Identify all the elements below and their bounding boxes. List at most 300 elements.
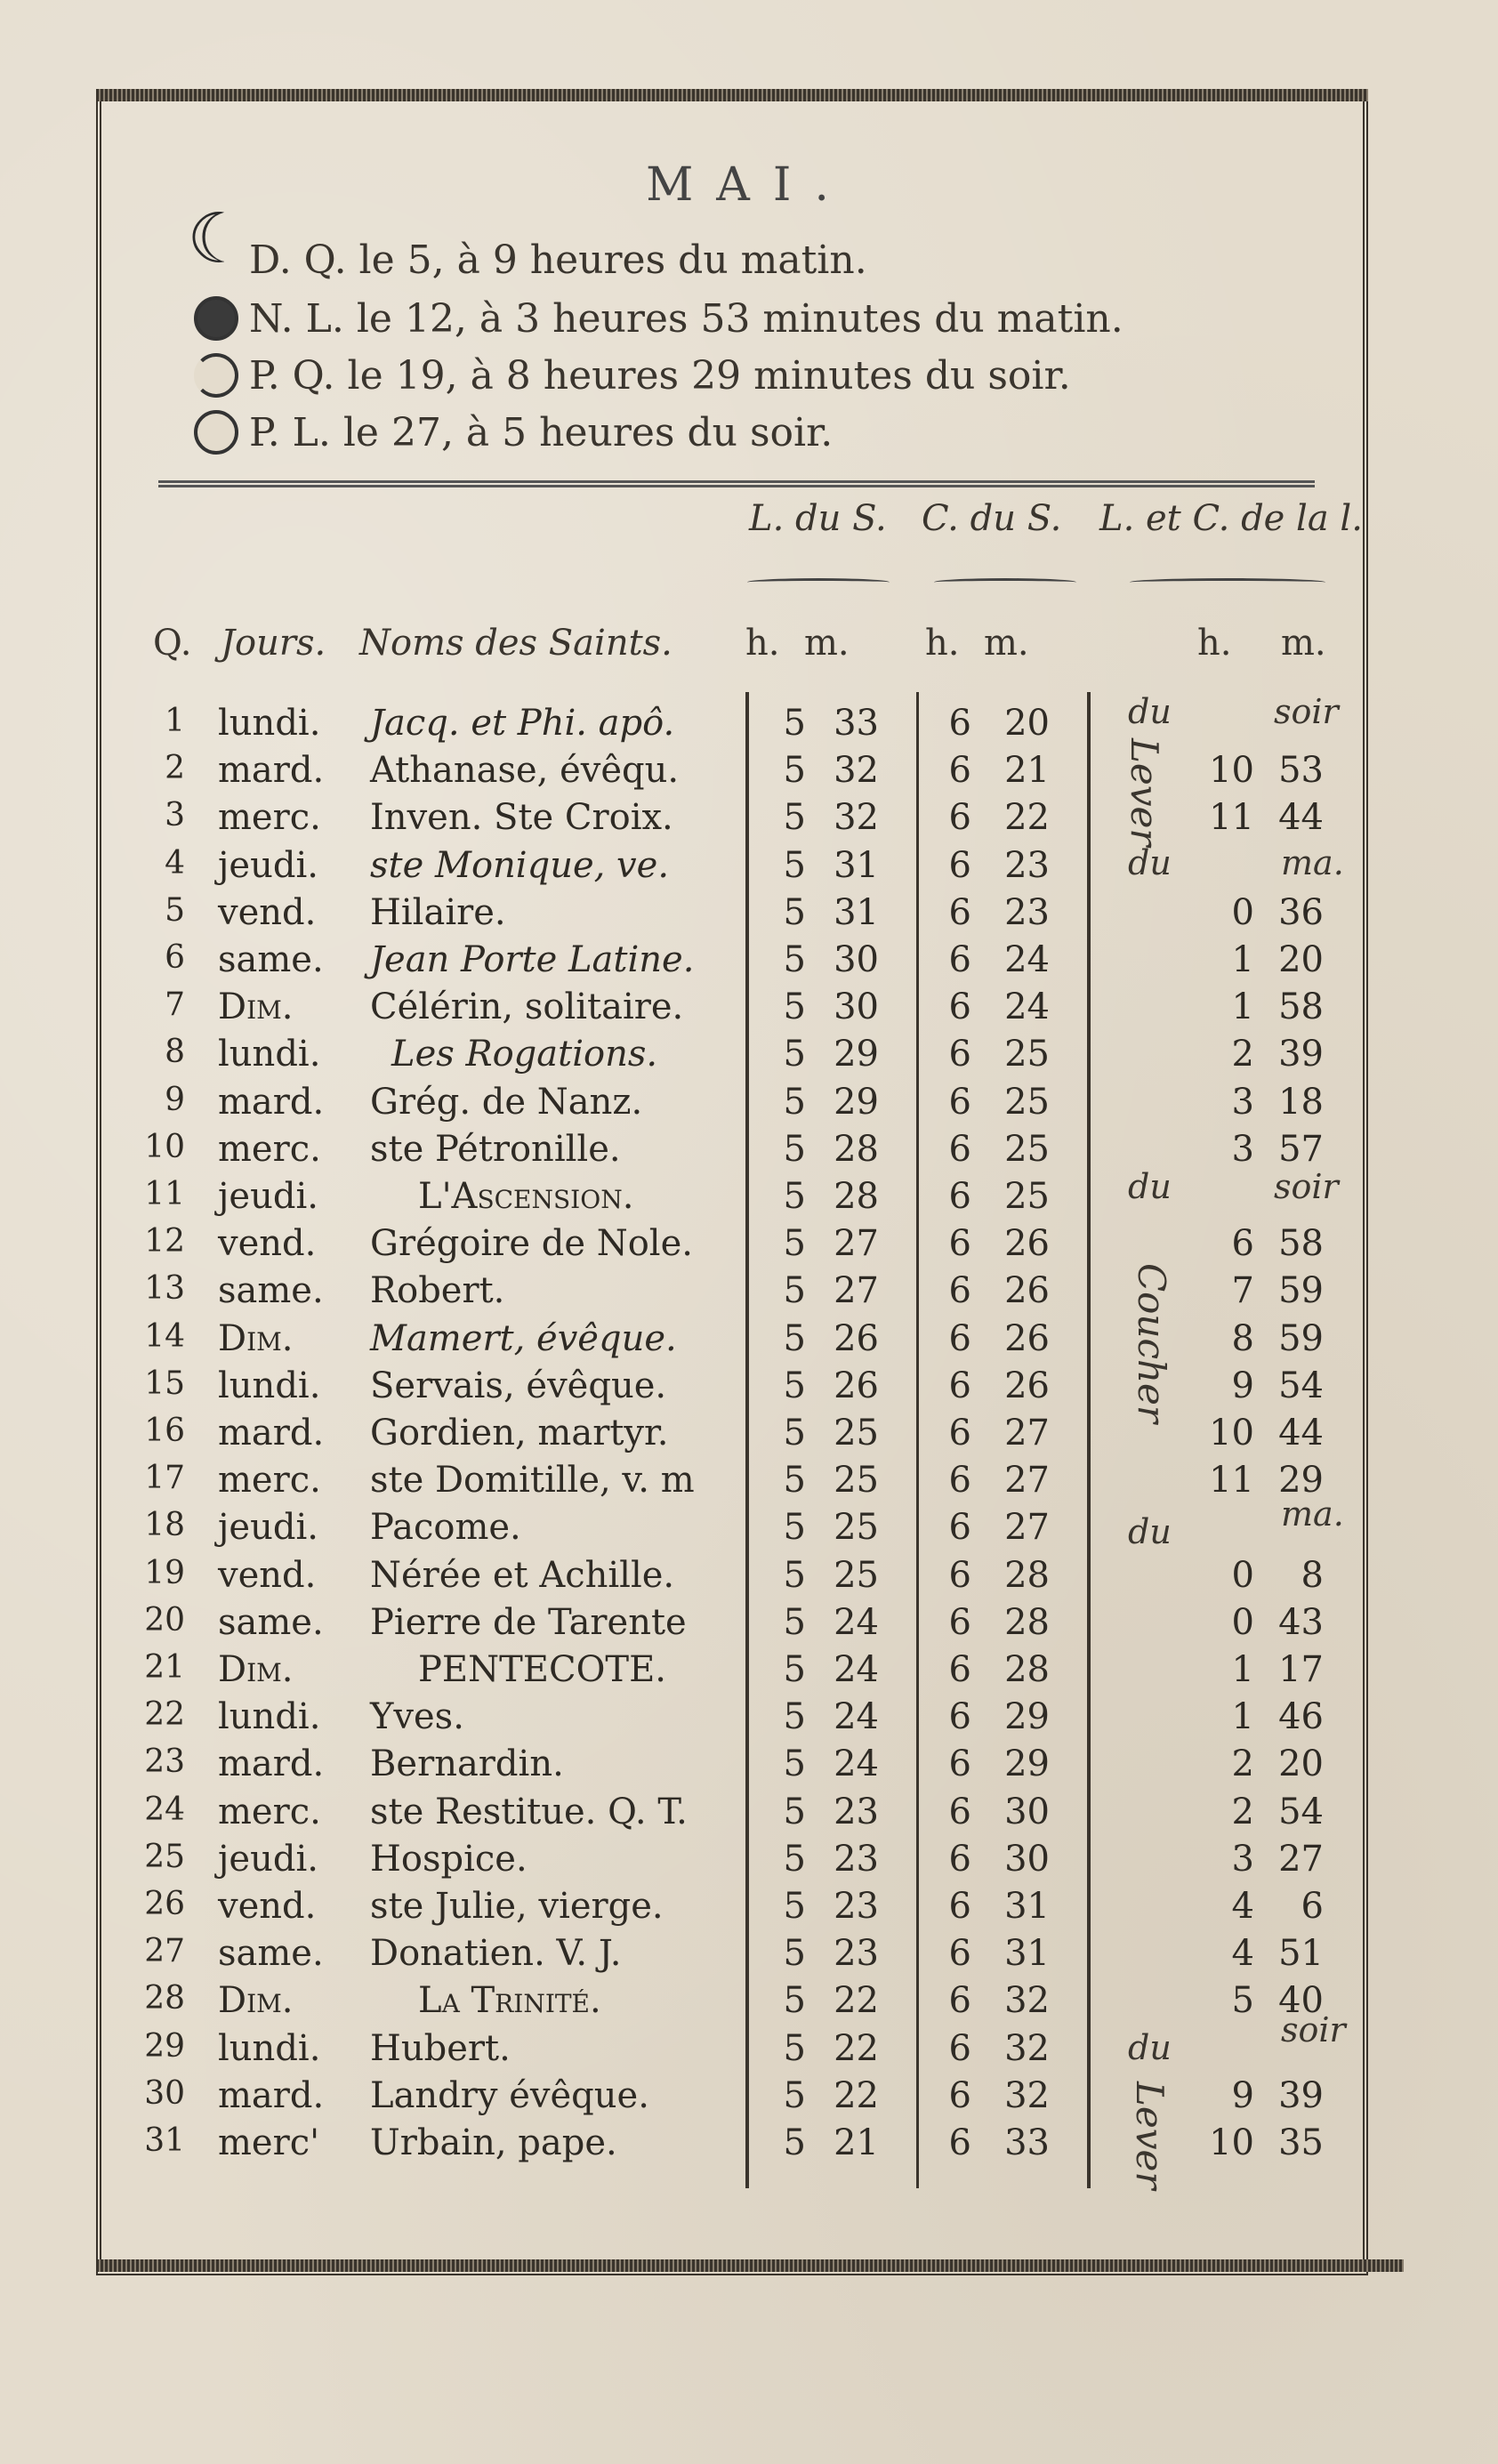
- row-saint-name: Urbain, pape.: [370, 2122, 617, 2163]
- sunrise-minute: 22: [834, 2075, 879, 2116]
- row-day: jeudi.: [218, 1176, 318, 1217]
- moon-hour: 3: [1231, 1082, 1254, 1123]
- sunrise-hour: 5: [783, 1176, 806, 1217]
- sunrise-hour: 5: [783, 1555, 806, 1596]
- frame-bottom-border: [96, 2259, 1404, 2272]
- row-saint-name: Jean Porte Latine.: [370, 939, 695, 980]
- row-number: 6: [165, 939, 185, 976]
- moon-minute: 40: [1278, 1980, 1324, 2021]
- sunset-hour: 6: [948, 1933, 971, 1974]
- sunset-hour: 6: [948, 703, 971, 744]
- sunrise-minute: 21: [834, 2122, 879, 2163]
- sunrise-hour: 5: [783, 1460, 806, 1501]
- row-saint-name: Inven. Ste Croix.: [370, 797, 673, 838]
- row-day: merc.: [218, 1792, 321, 1832]
- row-saint-name: ste Pétronille.: [370, 1129, 621, 1170]
- moon-minute: 20: [1278, 939, 1324, 980]
- moon-note-du: du: [1128, 2028, 1172, 2067]
- moon-hour: 2: [1231, 1792, 1254, 1832]
- sunset-minute: 25: [1004, 1129, 1050, 1170]
- last-quarter-moon-icon: ☾: [187, 199, 249, 279]
- sunrise-minute: 28: [834, 1129, 879, 1170]
- moon-minute: 44: [1278, 797, 1324, 838]
- row-saint-name: Gordien, martyr.: [370, 1413, 669, 1453]
- row-number: 10: [144, 1129, 185, 1165]
- sunset-hour: 6: [948, 1223, 971, 1264]
- moon-note-ma: ma.: [1281, 843, 1344, 882]
- sunrise-hour: 5: [783, 2122, 806, 2163]
- header-m: m.: [984, 623, 1029, 664]
- row-saint-name: Célérin, solitaire.: [370, 986, 684, 1027]
- row-saint-name: Yves.: [370, 1696, 464, 1737]
- moon-minute: 51: [1278, 1933, 1324, 1974]
- sunrise-hour: 5: [783, 1270, 806, 1311]
- sunset-minute: 25: [1004, 1176, 1050, 1217]
- swash-divider: [1130, 578, 1325, 586]
- sunset-minute: 26: [1004, 1270, 1050, 1311]
- sunrise-minute: 27: [834, 1223, 879, 1264]
- moon-group-label: L. et C. de la l.: [1099, 498, 1363, 539]
- new-moon-icon: [194, 296, 238, 341]
- moon-phase-text: N. L. le 12, à 3 heures 53 minutes du matin.: [249, 295, 1124, 342]
- row-saint-name: ste Julie, vierge.: [370, 1886, 664, 1927]
- row-day: lundi.: [218, 2028, 321, 2069]
- moon-phase-row: [249, 349, 1071, 402]
- row-number: 31: [144, 2122, 185, 2159]
- sunset-minute: 32: [1004, 1980, 1050, 2021]
- moon-phase-row: [187, 199, 867, 286]
- sunset-hour: 6: [948, 1507, 971, 1548]
- sunrise-hour: 5: [783, 1792, 806, 1832]
- row-number: 24: [144, 1792, 185, 1828]
- moon-phase-row: [249, 406, 833, 459]
- row-day: Dim.: [218, 1649, 294, 1690]
- row-day: lundi.: [218, 1696, 321, 1737]
- sunrise-minute: 25: [834, 1555, 879, 1596]
- moon-minute: 54: [1278, 1792, 1324, 1832]
- month-title: MAI.: [646, 158, 852, 212]
- sunset-hour: 6: [948, 1365, 971, 1406]
- sunset-minute: 27: [1004, 1507, 1050, 1548]
- row-day: mard.: [218, 2075, 325, 2116]
- moon-minute: 59: [1278, 1318, 1324, 1359]
- header-m: m.: [804, 623, 850, 664]
- moon-phase-text: D. Q. le 5, à 9 heures du matin.: [249, 237, 867, 283]
- row-day: same.: [218, 1933, 324, 1974]
- sunset-hour: 6: [948, 939, 971, 980]
- row-saint-name: ste Monique, ve.: [370, 845, 670, 886]
- sunset-hour: 6: [948, 1270, 971, 1311]
- row-day: jeudi.: [218, 845, 318, 886]
- row-saint-name: Donatien. V. J.: [370, 1933, 622, 1974]
- moon-hour: 0: [1231, 1555, 1254, 1596]
- moon-note-coucher: Coucher: [1130, 1263, 1173, 1423]
- moon-hour: 1: [1231, 1649, 1254, 1690]
- moon-minute: 58: [1278, 1223, 1324, 1264]
- row-number: 7: [165, 986, 185, 1023]
- sunset-hour: 6: [948, 1129, 971, 1170]
- sunset-hour: 6: [948, 1318, 971, 1359]
- swash-divider: [747, 578, 890, 586]
- sunset-hour: 6: [948, 1176, 971, 1217]
- sunrise-hour: 5: [783, 1082, 806, 1123]
- row-day: Dim.: [218, 1318, 294, 1359]
- column-divider: [1087, 692, 1091, 2188]
- moon-minute: 54: [1278, 1365, 1324, 1406]
- sunrise-minute: 26: [834, 1365, 879, 1406]
- row-saint-name: Les Rogations.: [391, 1034, 658, 1075]
- sunset-hour: 6: [948, 2075, 971, 2116]
- sunset-hour: 6: [948, 1839, 971, 1880]
- moon-note-soir: soir: [1274, 692, 1339, 731]
- sunset-minute: 29: [1004, 1696, 1050, 1737]
- sunset-minute: 27: [1004, 1460, 1050, 1501]
- sunrise-hour: 5: [783, 1507, 806, 1548]
- sunrise-group-label: L. du S.: [749, 498, 887, 539]
- sunset-minute: 28: [1004, 1602, 1050, 1643]
- row-day: mard.: [218, 1413, 325, 1453]
- sunrise-minute: 22: [834, 2028, 879, 2069]
- moon-minute: 36: [1278, 892, 1324, 933]
- sunset-minute: 22: [1004, 797, 1050, 838]
- sunrise-minute: 27: [834, 1270, 879, 1311]
- sunset-minute: 24: [1004, 986, 1050, 1027]
- row-day: merc.: [218, 1460, 321, 1501]
- sunset-hour: 6: [948, 892, 971, 933]
- moon-hour: 2: [1231, 1034, 1254, 1075]
- sunset-minute: 26: [1004, 1318, 1050, 1359]
- row-day: lundi.: [218, 1365, 321, 1406]
- sunset-minute: 31: [1004, 1886, 1050, 1927]
- row-number: 22: [144, 1696, 185, 1733]
- sunset-minute: 20: [1004, 703, 1050, 744]
- sunrise-hour: 5: [783, 892, 806, 933]
- row-day: vend.: [218, 1886, 317, 1927]
- row-number: 26: [144, 1886, 185, 1922]
- header-q: Q.: [153, 623, 192, 664]
- sunrise-hour: 5: [783, 939, 806, 980]
- sunrise-hour: 5: [783, 1980, 806, 2021]
- row-number: 21: [144, 1649, 185, 1686]
- row-day: vend.: [218, 892, 317, 933]
- moon-hour: 1: [1231, 939, 1254, 980]
- sunrise-minute: 33: [834, 703, 879, 744]
- row-number: 30: [144, 2075, 185, 2112]
- moon-hour: 1: [1231, 986, 1254, 1027]
- sunset-hour: 6: [948, 2122, 971, 2163]
- row-day: mard.: [218, 750, 325, 791]
- row-day: jeudi.: [218, 1839, 318, 1880]
- row-saint-name: L'Ascension.: [418, 1176, 634, 1217]
- row-number: 8: [165, 1034, 185, 1070]
- sunset-hour: 6: [948, 1082, 971, 1123]
- sunrise-minute: 32: [834, 750, 879, 791]
- row-saint-name: Bernardin.: [370, 1743, 564, 1784]
- sunrise-hour: 5: [783, 703, 806, 744]
- sunrise-hour: 5: [783, 797, 806, 838]
- row-number: 5: [165, 892, 185, 929]
- row-saint-name: Grég. de Nanz.: [370, 1082, 643, 1123]
- row-number: 14: [144, 1318, 185, 1355]
- moon-hour: 1: [1231, 1696, 1254, 1737]
- row-number: 17: [144, 1460, 185, 1496]
- moon-minute: 39: [1278, 1034, 1324, 1075]
- moon-hour: 10: [1209, 2122, 1254, 2163]
- sunrise-hour: 5: [783, 986, 806, 1027]
- sunrise-minute: 25: [834, 1413, 879, 1453]
- row-saint-name: Hubert.: [370, 2028, 511, 2069]
- sunrise-minute: 23: [834, 1886, 879, 1927]
- moon-minute: 17: [1278, 1649, 1324, 1690]
- sunrise-hour: 5: [783, 1365, 806, 1406]
- sunset-hour: 6: [948, 1034, 971, 1075]
- row-day: mard.: [218, 1743, 325, 1784]
- row-number: 27: [144, 1933, 185, 1969]
- row-day: lundi.: [218, 1034, 321, 1075]
- moon-minute: 58: [1278, 986, 1324, 1027]
- row-number: 15: [144, 1365, 185, 1402]
- frame-top-border: [96, 89, 1368, 101]
- row-saint-name: La Trinité.: [418, 1980, 601, 2021]
- sunset-hour: 6: [948, 750, 971, 791]
- row-saint-name: Servais, évêque.: [370, 1365, 667, 1406]
- moon-hour: 8: [1231, 1318, 1254, 1359]
- row-saint-name: ste Domitille, v. m: [370, 1460, 695, 1501]
- sunrise-hour: 5: [783, 1649, 806, 1690]
- sunrise-hour: 5: [783, 1602, 806, 1643]
- sunrise-hour: 5: [783, 2075, 806, 2116]
- swash-divider: [934, 578, 1076, 586]
- row-day: merc': [218, 2122, 320, 2163]
- moon-hour: 3: [1231, 1839, 1254, 1880]
- moon-hour: 10: [1209, 750, 1254, 791]
- row-number: 3: [165, 797, 185, 833]
- row-day: vend.: [218, 1555, 317, 1596]
- sunrise-hour: 5: [783, 1743, 806, 1784]
- sunrise-minute: 26: [834, 1318, 879, 1359]
- sunset-minute: 25: [1004, 1082, 1050, 1123]
- sunset-hour: 6: [948, 1886, 971, 1927]
- row-number: 4: [165, 845, 185, 882]
- sunset-minute: 28: [1004, 1555, 1050, 1596]
- moon-phase-text: P. L. le 27, à 5 heures du soir.: [249, 409, 834, 455]
- row-number: 18: [144, 1507, 185, 1543]
- row-day: Dim.: [218, 1980, 294, 2021]
- moon-hour: 7: [1231, 1270, 1254, 1311]
- row-day: lundi.: [218, 703, 321, 744]
- sunset-minute: 25: [1004, 1034, 1050, 1075]
- sunset-hour: 6: [948, 1980, 971, 2021]
- header-h: h.: [1197, 623, 1232, 664]
- row-saint-name: Grégoire de Nole.: [370, 1223, 693, 1264]
- sunset-minute: 31: [1004, 1933, 1050, 1974]
- sunrise-hour: 5: [783, 845, 806, 886]
- sunrise-minute: 31: [834, 892, 879, 933]
- row-number: 9: [165, 1082, 185, 1118]
- moon-note-ma: ma.: [1281, 1494, 1344, 1534]
- row-day: merc.: [218, 1129, 321, 1170]
- row-number: 28: [144, 1980, 185, 2017]
- sunset-minute: 26: [1004, 1365, 1050, 1406]
- header-h: h.: [925, 623, 960, 664]
- moon-hour: 9: [1231, 2075, 1254, 2116]
- sunrise-minute: 23: [834, 1933, 879, 1974]
- moon-hour: 5: [1231, 1980, 1254, 2021]
- sunset-hour: 6: [948, 1460, 971, 1501]
- moon-hour: 0: [1231, 1602, 1254, 1643]
- row-saint-name: Pierre de Tarente: [370, 1602, 687, 1643]
- sunrise-hour: 5: [783, 1933, 806, 1974]
- sunset-minute: 30: [1004, 1792, 1050, 1832]
- moon-minute: 43: [1278, 1602, 1324, 1643]
- moon-note-du: du: [1128, 1167, 1172, 1206]
- sunrise-minute: 25: [834, 1507, 879, 1548]
- moon-hour: 2: [1231, 1743, 1254, 1784]
- sunrise-hour: 5: [783, 1318, 806, 1359]
- sunrise-hour: 5: [783, 2028, 806, 2069]
- moon-minute: 18: [1278, 1082, 1324, 1123]
- row-saint-name: Pacome.: [370, 1507, 521, 1548]
- moon-hour: 6: [1231, 1223, 1254, 1264]
- row-number: 1: [165, 703, 185, 739]
- row-saint-name: Hilaire.: [370, 892, 506, 933]
- moon-minute: 27: [1278, 1839, 1324, 1880]
- sunset-minute: 30: [1004, 1839, 1050, 1880]
- sunrise-minute: 28: [834, 1176, 879, 1217]
- sunrise-minute: 32: [834, 797, 879, 838]
- full-moon-icon: [194, 410, 238, 455]
- moon-minute: 46: [1278, 1696, 1324, 1737]
- row-day: vend.: [218, 1223, 317, 1264]
- moon-hour: 11: [1209, 1460, 1254, 1501]
- sunrise-minute: 24: [834, 1696, 879, 1737]
- row-number: 20: [144, 1602, 185, 1639]
- sunset-minute: 28: [1004, 1649, 1050, 1690]
- row-day: same.: [218, 1270, 324, 1311]
- row-number: 13: [144, 1270, 185, 1307]
- sunrise-minute: 30: [834, 939, 879, 980]
- moon-hour: 4: [1231, 1933, 1254, 1974]
- header-jours: Jours.: [221, 623, 326, 664]
- moon-phase-row: [249, 292, 1124, 345]
- row-day: merc.: [218, 797, 321, 838]
- sunset-hour: 6: [948, 986, 971, 1027]
- row-number: 2: [165, 750, 185, 786]
- moon-minute: 6: [1301, 1886, 1324, 1927]
- sunset-minute: 24: [1004, 939, 1050, 980]
- row-number: 11: [144, 1176, 185, 1212]
- sunset-hour: 6: [948, 1602, 971, 1643]
- sunrise-hour: 5: [783, 1034, 806, 1075]
- row-saint-name: PENTECOTE.: [418, 1649, 666, 1690]
- row-number: 25: [144, 1839, 185, 1875]
- row-saint-name: Landry évêque.: [370, 2075, 649, 2116]
- moon-note-lever: Lever: [1123, 738, 1166, 847]
- moon-minute: 8: [1301, 1555, 1324, 1596]
- sunrise-minute: 23: [834, 1792, 879, 1832]
- sunrise-minute: 24: [834, 1602, 879, 1643]
- sunrise-minute: 30: [834, 986, 879, 1027]
- sunrise-hour: 5: [783, 750, 806, 791]
- header-saints: Noms des Saints.: [359, 623, 672, 664]
- moon-hour: 10: [1209, 1413, 1254, 1453]
- sunset-hour: 6: [948, 1555, 971, 1596]
- sunrise-minute: 22: [834, 1980, 879, 2021]
- moon-note-lever: Lever: [1128, 2082, 1172, 2190]
- row-day: same.: [218, 1602, 324, 1643]
- row-number: 29: [144, 2028, 185, 2065]
- moon-minute: 44: [1278, 1413, 1324, 1453]
- row-number: 12: [144, 1223, 185, 1260]
- moon-minute: 57: [1278, 1129, 1324, 1170]
- sunset-hour: 6: [948, 845, 971, 886]
- sunset-minute: 32: [1004, 2075, 1050, 2116]
- sunset-hour: 6: [948, 1696, 971, 1737]
- sunrise-hour: 5: [783, 1129, 806, 1170]
- moon-note-du: du: [1128, 1512, 1172, 1551]
- sunset-minute: 21: [1004, 750, 1050, 791]
- row-saint-name: Mamert, évêque.: [370, 1318, 677, 1359]
- moon-hour: 3: [1231, 1129, 1254, 1170]
- column-divider: [916, 692, 919, 2188]
- sunrise-minute: 24: [834, 1649, 879, 1690]
- moon-note-du: du: [1128, 843, 1172, 882]
- moon-hour: 9: [1231, 1365, 1254, 1406]
- row-number: 16: [144, 1413, 185, 1449]
- moon-minute: 29: [1278, 1460, 1324, 1501]
- moon-phase-text: P. Q. le 19, à 8 heures 29 minutes du soir.: [249, 352, 1071, 399]
- row-day: Dim.: [218, 986, 294, 1027]
- moon-minute: 39: [1278, 2075, 1324, 2116]
- moon-note-du: du: [1128, 692, 1172, 731]
- row-saint-name: Jacq. et Phi. apô.: [370, 703, 675, 744]
- moon-minute: 53: [1278, 750, 1324, 791]
- row-day: mard.: [218, 1082, 325, 1123]
- row-number: 23: [144, 1743, 185, 1780]
- row-saint-name: Robert.: [370, 1270, 505, 1311]
- header-h: h.: [745, 623, 780, 664]
- header-m: m.: [1281, 623, 1326, 664]
- row-saint-name: ste Restitue. Q. T.: [370, 1792, 688, 1832]
- row-number: 19: [144, 1555, 185, 1591]
- sunrise-minute: 31: [834, 845, 879, 886]
- row-day: jeudi.: [218, 1507, 318, 1548]
- moon-minute: 59: [1278, 1270, 1324, 1311]
- row-saint-name: Athanase, évêqu.: [370, 750, 680, 791]
- sunset-hour: 6: [948, 797, 971, 838]
- moon-hour: 0: [1231, 892, 1254, 933]
- sunrise-hour: 5: [783, 1223, 806, 1264]
- moon-hour: 4: [1231, 1886, 1254, 1927]
- sunset-minute: 27: [1004, 1413, 1050, 1453]
- sunrise-minute: 29: [834, 1082, 879, 1123]
- sunset-minute: 26: [1004, 1223, 1050, 1264]
- sunset-hour: 6: [948, 1413, 971, 1453]
- moon-minute: 35: [1278, 2122, 1324, 2163]
- sunset-hour: 6: [948, 1792, 971, 1832]
- sunset-minute: 23: [1004, 845, 1050, 886]
- moon-note-soir: soir: [1274, 1167, 1339, 1206]
- sunrise-minute: 24: [834, 1743, 879, 1784]
- moon-note-soir: soir: [1281, 2010, 1346, 2049]
- sunrise-hour: 5: [783, 1839, 806, 1880]
- header-rule: [158, 480, 1315, 487]
- sunset-minute: 32: [1004, 2028, 1050, 2069]
- sunrise-hour: 5: [783, 1696, 806, 1737]
- sunrise-minute: 29: [834, 1034, 879, 1075]
- moon-hour: 11: [1209, 797, 1254, 838]
- sunrise-minute: 25: [834, 1460, 879, 1501]
